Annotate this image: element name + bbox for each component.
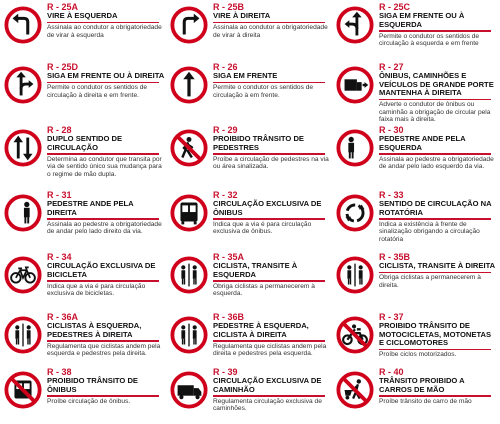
sign-title: PROIBIDO TRÂNSITO DE ÔNIBUS (47, 376, 138, 394)
sign-description: Assinala ao pedestre a obrigatoriedade de andar pelo lado esquerdo da via. (379, 155, 494, 171)
sign-description: Assinala ao condutor a obrigatoriedade de virar à direita (213, 24, 328, 39)
sign-description: Permite o condutor os sentidos de circulação à esquerda e em frente (379, 32, 480, 48)
sign-description: Permite o condutor os sentidos de circulação à direita e em frente. (47, 84, 148, 99)
divider (213, 280, 325, 282)
sign-description: Regulamenta que ciclistas andem pela direita e pedestres pela esquerda. (213, 342, 327, 358)
bus-icon (170, 194, 208, 232)
sign-code: R - 30 (379, 125, 404, 135)
sign-card-r25d (0, 62, 166, 122)
sign-card-r39 (166, 367, 332, 424)
sign-title: SIGA EM FRENTE (213, 71, 278, 80)
pedestrian-left-icon (336, 129, 374, 167)
sign-card-r25a (0, 2, 166, 62)
sign-card-r34 (0, 252, 166, 312)
sign-title: CICLISTA, TRANSITE À DIREITA (379, 261, 496, 270)
sign-code: R - 25A (47, 2, 79, 12)
sign-card-r38 (0, 367, 166, 424)
sign-title: PROIBIDO TRÂNSITO DE PEDESTRES (213, 134, 304, 152)
pedestrian-cyclist-icon (170, 316, 208, 354)
no-motorcycles-icon (336, 316, 374, 354)
sign-description: Adverte o condutor de ônibus ou caminhão a obrigação de circular pela faixa mais à direita. (379, 101, 491, 124)
sign-description: Indica a existência à frente de sinalização obrigando a circulação rotatória (379, 220, 480, 243)
sign-description: Assinala ao condutor a obrigatoriedade de virar à esquerda (47, 24, 162, 39)
sign-description: Regulamenta que ciclistas andem pela esquerda e pedestres pela direita. (47, 342, 161, 358)
sign-title: PROIBIDO TRÂNSITO DE MOTOCICLETAS, MOTONETAS E CICLOMOTORES (379, 321, 492, 348)
sign-code: R - 26 (213, 62, 238, 72)
sign-card-r36b (166, 312, 332, 372)
sign-code: R - 25B (213, 2, 245, 12)
sign-card-r25b (166, 2, 332, 62)
sign-title: VIRE À ESQUERDA (47, 11, 118, 20)
sign-title: PEDESTRE ANDE PELA DIREITA (47, 199, 134, 217)
sign-info (47, 190, 165, 236)
sign-info (47, 312, 165, 358)
sign-card-r32 (166, 190, 332, 250)
sign-description: Regulamenta circulação exclusiva de caminhões. (213, 397, 322, 413)
sign-code: R - 38 (47, 367, 72, 377)
sign-code: R - 36A (47, 312, 79, 322)
divider (379, 349, 491, 351)
divider (379, 395, 491, 397)
cyclist-pedestrian-icon (4, 316, 42, 354)
sign-title: SIGA EM FRENTE OU À DIREITA (47, 71, 165, 80)
divider (213, 340, 325, 342)
sign-card-r40 (332, 367, 498, 424)
sign-info (47, 62, 165, 99)
sign-card-r37 (332, 312, 498, 372)
sign-info (213, 2, 331, 39)
sign-description: Proíbe circulação de ônibus. (47, 397, 131, 405)
sign-description: Indica que a via é para circulação exclusiva de bicicletas. (47, 282, 146, 298)
divider (379, 30, 491, 32)
divider (213, 218, 325, 220)
sign-card-r25c (332, 2, 498, 62)
sign-info (47, 125, 165, 178)
sign-card-r29 (166, 125, 332, 185)
sign-code: R - 32 (213, 190, 238, 200)
sign-title: TRÂNSITO PROIBIDO A CARROS DE MÃO (379, 376, 465, 394)
divider (213, 22, 325, 24)
cyclist-left-icon (170, 256, 208, 294)
sign-card-r28 (0, 125, 166, 185)
no-handcart-icon (336, 371, 374, 409)
divider (47, 22, 159, 24)
sign-description: Assinala ao pedestre a obrigatoriedade de andar pelo lado direito da via. (47, 220, 162, 236)
divider (379, 153, 491, 155)
sign-code: R - 31 (47, 190, 72, 200)
sign-card-r30 (332, 125, 498, 185)
sign-info (379, 312, 497, 359)
sign-description: Proíbe ciclos motorizados. (379, 351, 457, 359)
straight-arrow-icon (170, 66, 208, 104)
sign-title: CICLISTA, TRANSITE À ESQUERDA (213, 261, 298, 279)
sign-code: R - 29 (213, 125, 238, 135)
sign-info (213, 125, 331, 171)
divider (47, 280, 159, 282)
sign-title: CIRCULAÇÃO EXCLUSIVA DE ÔNIBUS (213, 199, 322, 217)
divider (379, 218, 491, 220)
sign-description: Obriga ciclistas a permanecerem à esquerda. (213, 282, 315, 298)
divider (213, 395, 325, 397)
roundabout-icon (336, 194, 374, 232)
truck-keep-right-icon (336, 66, 374, 104)
divider (47, 218, 159, 220)
sign-title: CIRCULAÇÃO EXCLUSIVA DE CAMINHÃO (213, 376, 322, 394)
sign-title: SENTIDO DE CIRCULAÇÃO NA ROTATÓRIA (379, 199, 492, 217)
sign-info (47, 2, 165, 39)
sign-info (47, 367, 165, 405)
sign-title: VIRE À DIREITA (213, 11, 271, 20)
no-bus-icon (4, 371, 42, 409)
cyclist-right-icon (336, 256, 374, 294)
two-way-arrows-icon (4, 129, 42, 167)
sign-info (213, 367, 331, 413)
sign-code: R - 35B (379, 252, 411, 262)
pedestrian-right-icon (4, 194, 42, 232)
sign-info (379, 125, 497, 171)
divider (47, 340, 159, 342)
sign-info (379, 252, 497, 289)
sign-title: CIRCULAÇÃO EXCLUSIVA DE BICICLETA (47, 261, 156, 279)
divider (213, 82, 325, 84)
straight-or-left-arrow-icon (336, 6, 374, 44)
divider (47, 395, 159, 397)
sign-code: R - 25C (379, 2, 411, 12)
turn-left-arrow-icon (4, 6, 42, 44)
divider (213, 153, 325, 155)
sign-code: R - 33 (379, 190, 404, 200)
sign-title: CICLISTAS À ESQUERDA, PEDESTRES À DIREITA (47, 321, 142, 339)
sign-info (379, 62, 497, 124)
sign-description: Proíbe a circulação de pedestres na via ou área sinalizada. (213, 155, 329, 171)
sign-code: R - 37 (379, 312, 404, 322)
sign-code: R - 40 (379, 367, 404, 377)
sign-title: PEDESTRE À ESQUERDA, CICLISTA À DIREITA (213, 321, 309, 339)
sign-card-r33 (332, 190, 498, 250)
sign-card-r36a (0, 312, 166, 372)
sign-description: Determina ao condutor que transita por via de sentido único sua mudança para o regime de mão dupla. (47, 155, 162, 178)
sign-info (213, 312, 331, 358)
sign-code: R - 25D (47, 62, 79, 72)
sign-title: PEDESTRE ANDE PELA ESQUERDA (379, 134, 466, 152)
sign-description: Indica que a via é para circulação exclusiva de ônibus. (213, 220, 312, 236)
divider (379, 99, 491, 101)
sign-title: SIGA EM FRENTE OU À ESQUERDA (379, 11, 465, 29)
sign-info (379, 2, 497, 48)
divider (47, 82, 159, 84)
sign-info (379, 190, 497, 243)
sign-title: DUPLO SENTIDO DE CIRCULAÇÃO (47, 134, 123, 152)
no-pedestrians-icon (170, 129, 208, 167)
sign-code: R - 36B (213, 312, 245, 322)
sign-description: Obriga ciclistas a permanecerem à direita. (379, 274, 481, 289)
sign-info (47, 252, 165, 298)
bicycle-icon (4, 256, 42, 294)
sign-card-r27 (332, 62, 498, 122)
sign-info (379, 367, 497, 405)
sign-code: R - 28 (47, 125, 72, 135)
sign-description: Proíbe trânsito de carro de mão (379, 397, 472, 405)
sign-code: R - 34 (47, 252, 72, 262)
sign-card-r26 (166, 62, 332, 122)
turn-right-arrow-icon (170, 6, 208, 44)
sign-title: ÔNIBUS, CAMINHÕES E VEÍCULOS DE GRANDE PORTE MANTENHA À DIREITA (379, 71, 494, 98)
divider (47, 153, 159, 155)
sign-description: Permite o condutor os sentidos de circulação à em frente. (213, 84, 314, 99)
sign-info (213, 252, 331, 298)
straight-or-right-arrow-icon (4, 66, 42, 104)
sign-code: R - 39 (213, 367, 238, 377)
sign-card-r35a (166, 252, 332, 312)
sign-card-r35b (332, 252, 498, 312)
sign-card-r31 (0, 190, 166, 250)
sign-info (213, 190, 331, 236)
divider (379, 272, 491, 274)
sign-info (213, 62, 331, 99)
sign-code: R - 35A (213, 252, 245, 262)
sign-code: R - 27 (379, 62, 404, 72)
truck-icon (170, 371, 208, 409)
